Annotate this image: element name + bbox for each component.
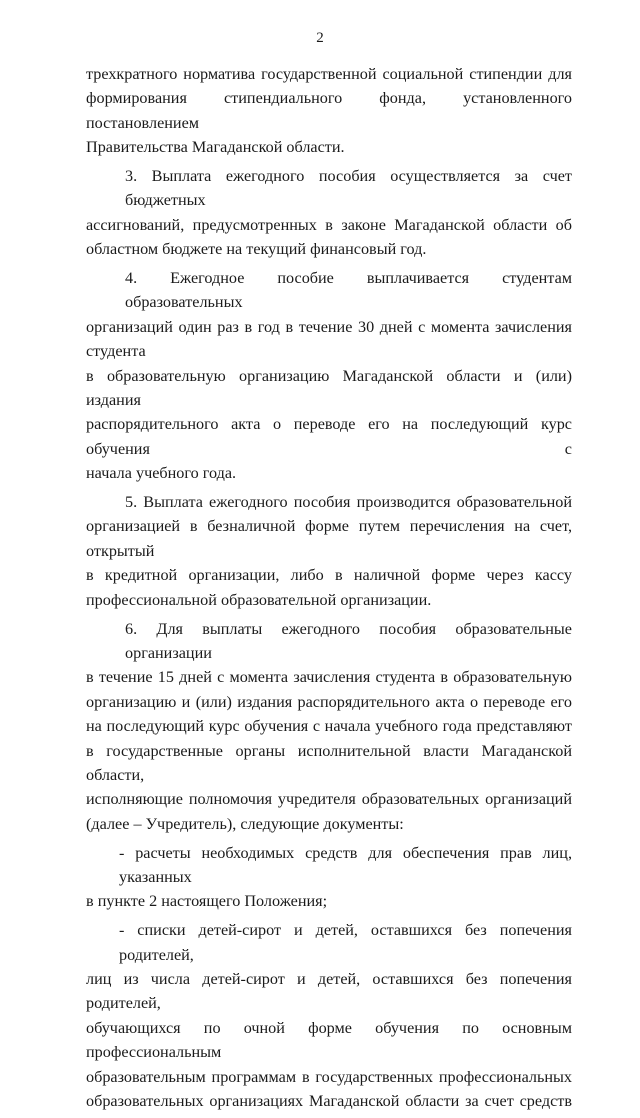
page-number: 2: [316, 30, 324, 46]
text-line: трехкратного норматива государственной социальной стипендии для: [86, 65, 572, 83]
text-line: 4. Ежегодное пособие выплачивается студентам образовательных: [125, 269, 572, 312]
paragraph: [86, 918, 572, 1113]
text-line: ассигнований, предусмотренных в законе Магаданской области об: [86, 215, 572, 234]
paragraph: [86, 266, 572, 486]
text-line: организацией в безналичной форме путем перечисления на счет, открытый: [86, 517, 572, 560]
paragraph: [86, 841, 572, 914]
text-line: 5. Выплата ежегодного пособия производится образовательной: [125, 493, 572, 512]
paragraph: [86, 617, 572, 837]
text-line: исполняющие полномочия учредителя образовательных организаций: [86, 790, 572, 809]
text-line: распорядительного акта о переводе его на последующий курс обучения с: [86, 415, 572, 458]
text-line: Правительства Магаданской области.: [86, 138, 345, 157]
document-body: [86, 62, 572, 1118]
text-line: начала учебного года.: [86, 464, 237, 483]
paragraph: [86, 164, 572, 262]
paragraph: [86, 62, 572, 160]
text-line: образовательных организациях Магаданской области за счет средств: [86, 1092, 572, 1110]
text-line: - расчеты необходимых средств для обеспечения прав лиц, указанных: [119, 843, 572, 886]
text-line: организацию и (или) издания распорядительного акта о переводе его: [86, 692, 572, 711]
text-line: в образовательную организацию Магаданской области и (или) издания: [86, 366, 572, 410]
text-line: 3. Выплата ежегодного пособия осуществляется за счет бюджетных: [125, 167, 572, 210]
text-line: в кредитной организации, либо в наличной форме через кассу: [86, 566, 572, 585]
text-line: (далее – Учредитель), следующие документы:: [86, 814, 404, 833]
text-line: в пункте 2 настоящего Положения;: [86, 892, 328, 911]
text-line: формирования стипендиального фонда, установленного постановлением: [86, 89, 572, 132]
text-line: в течение 15 дней с момента зачисления студента в образовательную: [86, 668, 572, 687]
text-line: в государственные органы исполнительной власти Магаданской области,: [86, 741, 572, 784]
text-line: 6. Для выплаты ежегодного пособия образовательные организации: [125, 619, 572, 662]
text-line: организаций один раз в год в течение 30 дней с момента зачисления студента: [86, 317, 572, 361]
paragraph: [86, 490, 572, 612]
text-line: образовательным программам в государственных профессиональных: [86, 1067, 572, 1086]
text-line: на последующий курс обучения с начала учебного года представляют: [86, 717, 572, 736]
text-line: - списки детей-сирот и детей, оставшихся без попечения родителей,: [119, 921, 572, 964]
text-line: областном бюджете на текущий финансовый год.: [86, 240, 427, 259]
text-line: обучающихся по очной форме обучения по основным профессиональным: [86, 1018, 572, 1062]
text-line: лиц из числа детей-сирот и детей, оставшихся без попечения родителей,: [86, 969, 572, 1013]
text-line: профессиональной образовательной организации.: [86, 590, 432, 609]
